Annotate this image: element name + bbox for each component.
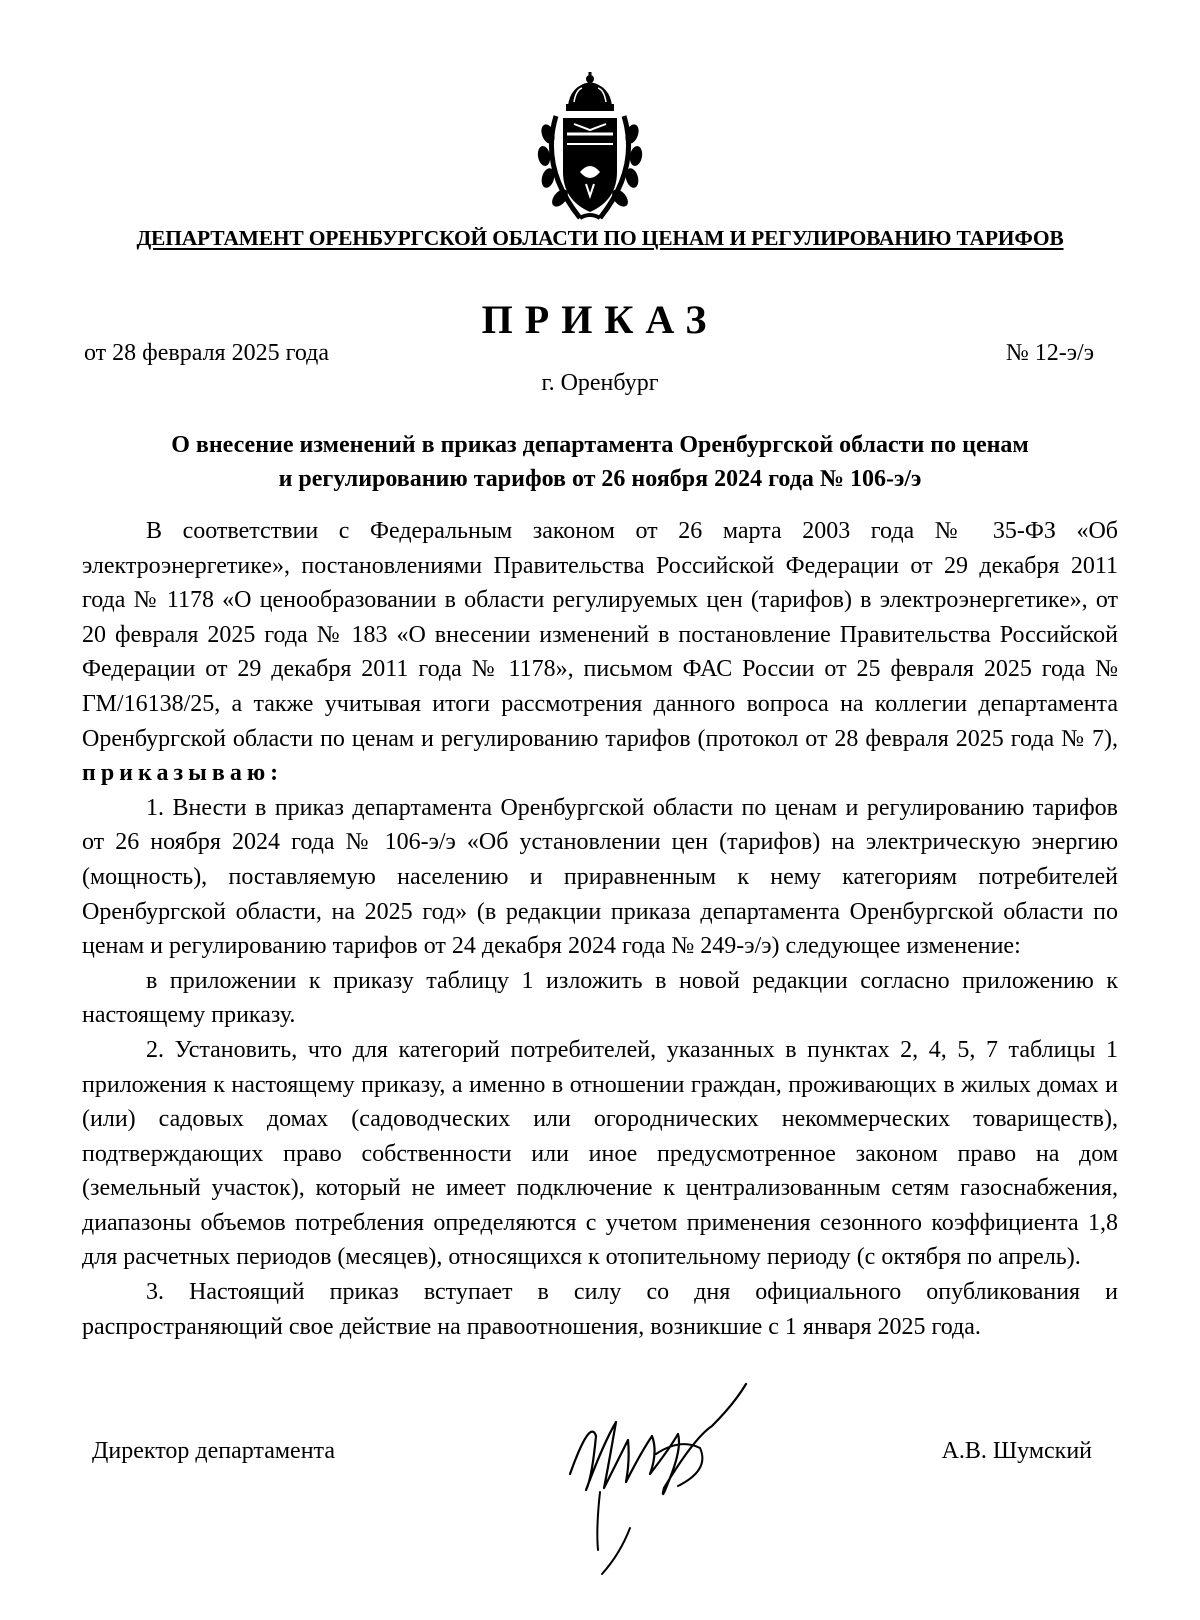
document-title: ПРИКАЗ <box>481 297 719 342</box>
department-heading: ДЕПАРТАМЕНТ ОРЕНБУРГСКОЙ ОБЛАСТИ ПО ЦЕНАМ И РЕГУЛИРОВАНИЮ ТАРИФОВ <box>136 226 1064 250</box>
order-date: от 28 февраля 2025 года <box>84 340 330 366</box>
preamble-paragraph <box>82 514 1118 791</box>
item-2-paragraph: 2. Установить, что для категорий потребителей, указанных в пунктах 2, 4, 5, 7 таблицы 1 приложения к настоящему приказу, а именно в отношении граждан, проживающих в жилых домах и (или) садовых домах (садоводческих или огороднических некоммерческих товариществ), подтверждающих право собственности или иное предусмотренное законом право на дом (земельный участок), который не имеет подключение к централизованным сетям газоснабжения, диапазоны объемов потребления определяются с учетом применения сезонного коэффициента 1,8 для расчетных периодов (месяцев), относящихся к отопительному периоду (с октября по апрель). <box>82 1036 1118 1271</box>
signatory-name: А.В. Шумский <box>941 1438 1092 1464</box>
order-number: № 12-э/э <box>1005 340 1094 366</box>
item-1-paragraph: 1. Внести в приказ департамента Оренбургской области по ценам и регулированию тарифов от 26 ноября 2024 года № 106-э/э «Об установлении цен (тарифов) на электрическую энергию (мощность), поставляемую населению и приравненным к нему категориям потребителей Оренбургской области, на 2025 год» (в редакции приказа департамента Оренбургской области по ценам и регулированию тарифов от 24 декабря 2024 года № 249-э/э) следующее изменение: <box>82 794 1118 960</box>
city: г. Оренбург <box>541 370 659 396</box>
item-1-sub-paragraph: в приложении к приказу таблицу 1 изложить в новой редакции согласно приложению к настоящему приказу. <box>82 967 1118 1029</box>
order-body <box>82 514 1118 1344</box>
handwritten-signature <box>560 1378 770 1578</box>
order-subject <box>100 428 1100 496</box>
preamble-text: В соответствии с Федеральным законом от 26 марта 2003 года № 35-ФЗ «Об электроэнергетике», постановлениями Правительства Российской Федерации от 29 декабря 2011 года № 1178 «О ценообразовании в области регулируемых цен (тарифов) в электроэнергетике», от 20 февраля 2025 года № 183 «О внесении изменений в постановление Правительства Российской Федерации от 29 декабря 2011 года № 1178», письмом ФАС России от 25 февраля 2025 года № ГМ/16138/25, а также учитывая итоги рассмотрения данного вопроса на коллегии департамента Оренбургской области по ценам и регулированию тарифов (протокол от 28 февраля 2025 года № 7), <box>82 518 1118 752</box>
signatory-position: Директор департамента <box>92 1438 335 1464</box>
subject-line-2: и регулированию тарифов от 26 ноября 2024 года № 106-э/э <box>278 466 922 492</box>
coat-of-arms-icon <box>530 72 650 222</box>
item-3-paragraph: 3. Настоящий приказ вступает в силу со дня официального опубликования и распространяющий свое действие на правоотношения, возникшие с 1 января 2025 года. <box>82 1279 1118 1340</box>
order-word: приказываю: <box>82 760 284 787</box>
subject-line-1: О внесение изменений в приказ департамента Оренбургской области по ценам <box>171 432 1029 458</box>
